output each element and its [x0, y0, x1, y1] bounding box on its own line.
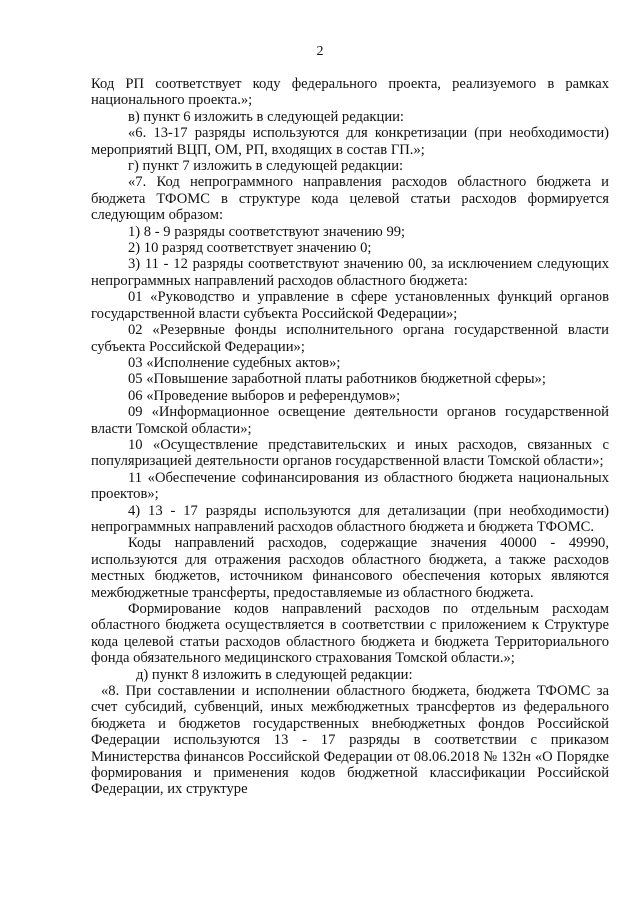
paragraph: «8. При составлении и исполнении областного бюджета, бюджета ТФОМС за счет субсидий, субвенций, иных межбюджетных трансфертов из федерального бюджета и бюджетов государственных внебюджетных фондов Российской Федерации используются 13 - 17 разряды в соответствии с приказом Министерства финансов Российской Федерации от 08.06.2018 № 132н «О Порядке формирования и применения кодов бюджетной классификации Российской Федерации, их структуре [91, 683, 609, 798]
paragraph: 06 «Проведение выборов и референдумов»; [128, 387, 401, 404]
paragraph: 09 «Информационное освещение деятельности органов государственной власти Томской области»; [91, 404, 609, 437]
paragraph: Код РП соответствует коду федерального проекта, реализуемого в рамках национального проекта.»; [91, 76, 609, 109]
paragraph: «7. Код непрограммного направления расходов областного бюджета и бюджета ТФОМС в структуре кода целевой статьи расходов формируется следующим образом: [91, 174, 609, 224]
paragraph: 02 «Резервные фонды исполнительного органа государственной власти субъекта Российской Федерации»; [91, 322, 609, 355]
paragraph: Коды направлений расходов, содержащие значения 40000 - 49990, используются для отражения расходов областного бюджета, а также расходов местных бюджетов, источником финансового обеспечения которых являются межбюджетные трансферты, предоставляемые из областного бюджета. [91, 535, 609, 601]
paragraph: г) пункт 7 изложить в следующей редакции: [128, 158, 404, 175]
paragraph: 4) 13 - 17 разряды используются для детализации (при необходимости) непрограммных направлений расходов областного бюджета и бюджета ТФОМС. [91, 502, 609, 535]
paragraph: в) пункт 6 изложить в следующей редакции: [128, 108, 404, 125]
document-body [91, 76, 609, 798]
paragraph: «6. 13-17 разряды используются для конкретизации (при необходимости) мероприятий ВЦП, ОМ, РП, входящих в состав ГП.»; [91, 125, 609, 158]
page-number: 2 [316, 44, 324, 59]
paragraph: д) пункт 8 изложить в следующей редакции: [136, 666, 413, 683]
paragraph: 1) 8 - 9 разряды соответствуют значению 99; [128, 223, 406, 240]
paragraph: 05 «Повышение заработной платы работников бюджетной сферы»; [128, 371, 546, 388]
paragraph: 01 «Руководство и управление в сфере установленных функций органов государственной власти субъекта Российской Федерации»; [91, 289, 609, 322]
paragraph: 2) 10 разряд соответствует значению 0; [128, 240, 372, 257]
paragraph: Формирование кодов направлений расходов по отдельным расходам областного бюджета осуществляется в соответствии с приложением к Структуре кода целевой статьи расходов областного бюджета и бюджета Территориального фонда обязательного медицинского страхования Томской области.»; [91, 601, 609, 667]
paragraph: 11 «Обеспечение софинансирования из областного бюджета национальных проектов»; [91, 469, 609, 503]
paragraph: 3) 11 - 12 разряды соответствуют значению 00, за исключением следующих непрограммных направлений расходов областного бюджета: [91, 256, 609, 289]
paragraph: 03 «Исполнение судебных актов»; [128, 354, 341, 371]
paragraph: 10 «Осуществление представительских и иных расходов, связанных с популяризацией деятельности органов государственной власти Томской области»; [91, 436, 609, 470]
